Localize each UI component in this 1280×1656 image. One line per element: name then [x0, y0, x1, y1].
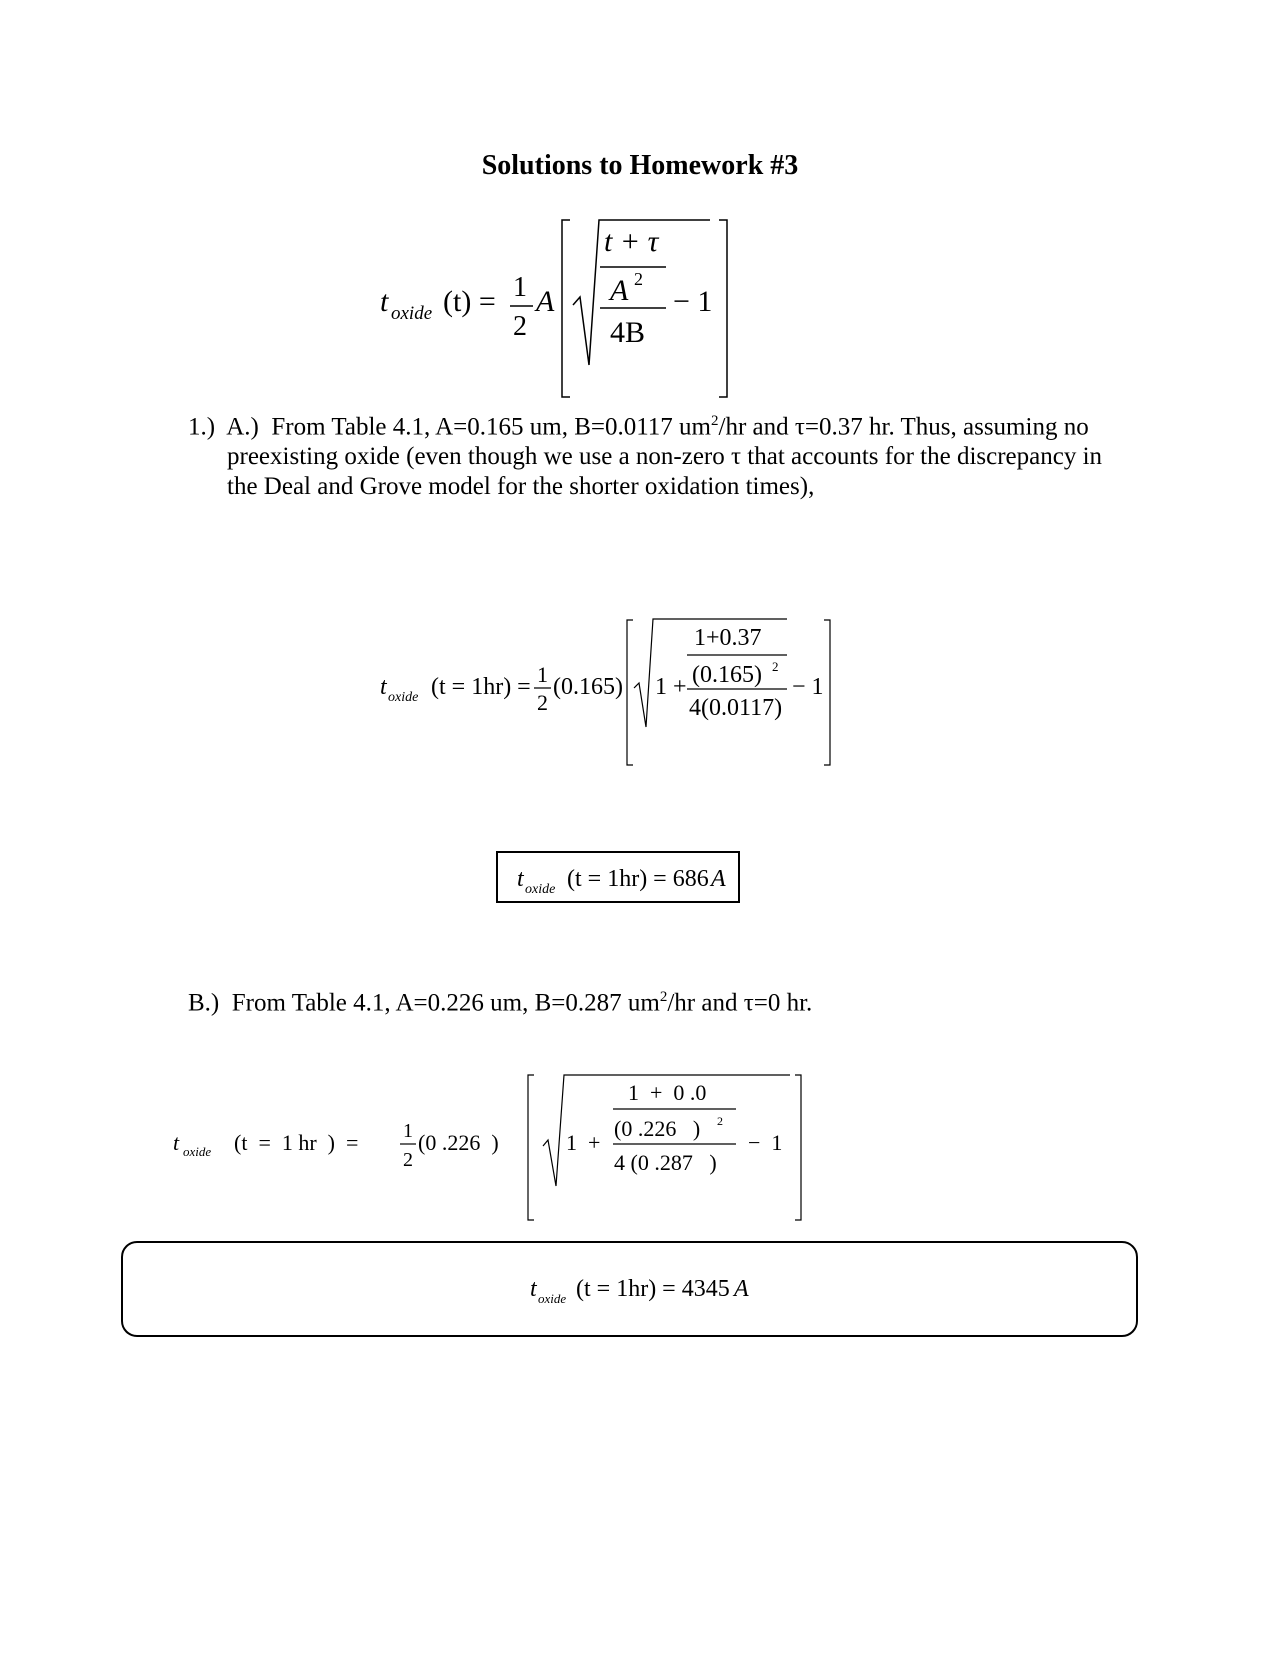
eq-a-mid-exp: 2 [772, 659, 779, 674]
part-b-paragraph [188, 982, 1128, 1018]
result-b-var: t [530, 1276, 537, 1302]
eq-b-half-num: 1 [403, 1120, 413, 1142]
eq-lhs-arg: (t) = [443, 285, 496, 318]
eq-b-lhs-sub: oxide [183, 1144, 212, 1159]
part-1a-line-1-tail: /hr and τ=0.37 hr. Thus, assuming no [718, 413, 1089, 441]
eq-b-minus-one: − 1 [748, 1130, 783, 1155]
part-1a-paragraph [188, 406, 1128, 502]
part-b-label: B.) [188, 989, 220, 1017]
page-title: Solutions to Homework #3 [481, 150, 799, 181]
eq-inner-num: t + τ [604, 225, 659, 258]
eq-lhs-var: t [380, 285, 389, 318]
eq-b-mid-den: 4 (0 .287 ) [614, 1150, 717, 1175]
equation-a [375, 615, 835, 770]
eq-a-minus-one: − 1 [792, 674, 824, 700]
eq-b-half-den: 2 [403, 1149, 413, 1171]
part-1a-line-1-text: From Table 4.1, A=0.165 um, B=0.0117 um [271, 413, 711, 441]
part-1a-line-1 [188, 406, 1128, 442]
result-a-expr: (t = 1hr) = 686 [567, 866, 709, 892]
part-1a-sup: 2 [711, 413, 719, 429]
eq-b-coef: (0 .226 ) [418, 1130, 499, 1155]
eq-a-lhs-sub: oxide [388, 690, 419, 705]
part-a-label: A.) [226, 413, 259, 441]
eq-a-lhs-var: t [380, 674, 387, 700]
problem-number: 1.) [188, 413, 216, 441]
eq-b-inner-num: 1 + 0 .0 [628, 1080, 707, 1105]
eq-b-mid-num: (0 .226 ) [614, 1116, 701, 1141]
eq-b-mid-exp: 2 [717, 1114, 723, 1128]
eq-lhs-sub: oxide [391, 303, 433, 324]
result-b-sub: oxide [538, 1291, 567, 1306]
eq-a-coef: (0.165) [553, 674, 623, 700]
eq-minus-one: − 1 [673, 285, 713, 318]
eq-b-lhs-arg: (t = 1 hr ) = [234, 1130, 359, 1155]
result-a [500, 855, 736, 899]
left-bracket [562, 220, 570, 397]
result-b-unit: A [734, 1276, 749, 1302]
part-b-tail: /hr and τ=0 hr. [667, 989, 813, 1017]
eq-b-one-plus: 1 + [566, 1130, 601, 1155]
eq-a-mid-num: (0.165) [692, 662, 762, 688]
eq-a-right-bracket [824, 620, 830, 765]
right-bracket [719, 220, 727, 397]
eq-mid-den: 4B [610, 316, 646, 349]
eq-half-den: 2 [513, 311, 527, 342]
part-b-text: From Table 4.1, A=0.226 um, B=0.287 um [231, 989, 660, 1017]
eq-b-lhs-var: t [173, 1130, 180, 1155]
eq-b-right-bracket [795, 1075, 801, 1220]
part-1a-line-2: preexisting oxide (even though we use a non-zero τ that accounts for the discrepancy in [227, 443, 1103, 471]
part-1a-line-3: the Deal and Grove model for the shorter oxidation times), [227, 473, 815, 501]
eq-a-lhs-arg: (t = 1hr) = [431, 674, 531, 700]
eq-b-left-bracket [528, 1075, 534, 1220]
general-oxide-equation [370, 215, 730, 400]
eq-coef: A [536, 285, 555, 318]
eq-mid-exp: 2 [634, 269, 643, 289]
eq-a-mid-den: 4(0.0117) [689, 695, 783, 721]
part-b-sup: 2 [659, 989, 668, 1005]
equation-b [170, 1070, 810, 1225]
eq-a-inner-num: 1+0.37 [694, 625, 762, 651]
eq-a-half-den: 2 [537, 690, 548, 715]
result-b [520, 1266, 760, 1310]
eq-a-half-num: 1 [537, 662, 548, 687]
eq-half-num: 1 [513, 272, 527, 303]
result-a-unit: A [711, 866, 726, 892]
result-a-sub: oxide [525, 882, 556, 897]
eq-a-one-plus: 1 + [655, 674, 687, 700]
eq-mid-num: A [610, 274, 629, 307]
result-a-var: t [517, 866, 524, 892]
result-b-expr: (t = 1hr) = 4345 [576, 1276, 730, 1302]
eq-a-left-bracket [627, 620, 633, 765]
